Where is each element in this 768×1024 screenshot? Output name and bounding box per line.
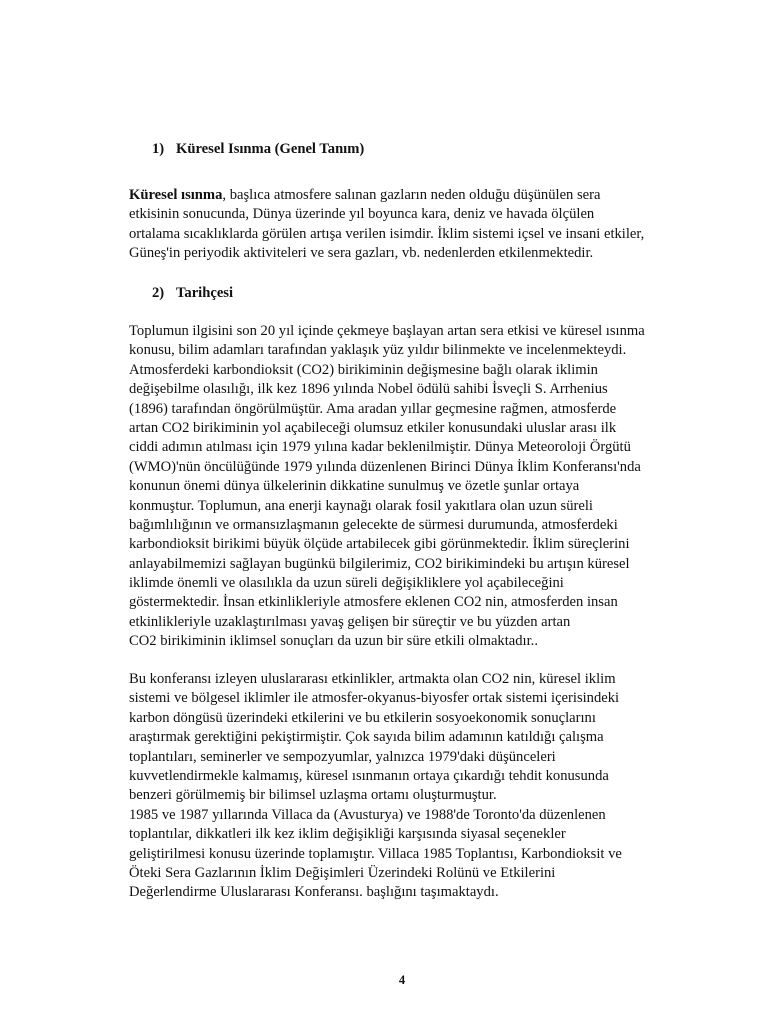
- paragraph-line: CO2 birikiminin iklimsel sonuçları da uzun bir süre etkili olmaktadır..: [129, 633, 538, 650]
- paragraph-line: Öteki Sera Gazlarının İklim Değişimleri Üzerindeki Rolünü ve Etkilerini: [129, 864, 556, 881]
- paragraph-line: sistemi ve bölgesel iklimler ile atmosfer-okyanus-biyosfer ortak sistemi içerisindeki: [129, 690, 620, 707]
- paragraph-line: anlayabilmemizi sağlayan bugünkü bilgilerimiz, CO2 birikimindeki bu artışın küresel: [129, 555, 630, 572]
- paragraph-line: Bu konferansı izleyen uluslararası etkinlikler, artmakta olan CO2 nin, küresel iklim: [129, 671, 616, 687]
- paragraph-line: konmuştur. Toplumun, ana enerji kaynağı olarak fosil yakıtlara olan uzun süreli: [129, 497, 593, 514]
- paragraph-line: Atmosferdeki karbondioksit (CO2) birikiminin değişmesine bağlı olarak iklimin: [129, 361, 598, 378]
- paragraph-line: etkinlikleriyle uzaklaştırılması yavaş gelişen bir süreçtir ve bu yüzden artan: [129, 613, 571, 630]
- paragraph-line: toplantıları, seminerler ve sempozyumlar, yalnızca 1979'daki düşünceleri: [129, 748, 556, 765]
- paragraph-conferences: [129, 670, 689, 903]
- paragraph-line: karbon döngüsü üzerindeki etkilerini ve bu etkilerin sosyoekonomik sonuçlarını: [129, 709, 596, 726]
- paragraph-line: konunun önemi dünya ülkelerinin dikkatine sunulmuş ve özetle şunlar ortaya: [129, 478, 580, 495]
- paragraph-line: toplantılar, dikkatleri ilk kez iklim değişikliği karşısında siyasal seçenekler: [129, 826, 566, 843]
- page-number: 4: [398, 973, 406, 987]
- paragraph-line: karbondioksit birikimi büyük ölçüde artabilecek gibi görünmektedir. İklim süreçlerini: [129, 536, 630, 553]
- paragraph-definition: [129, 186, 689, 264]
- section-title: Küresel Isınma (Genel Tanım): [176, 141, 365, 157]
- paragraph-line: ortalama sıcaklıklarda görülen artışa verilen isimdir. İklim sistemi içsel ve insani etkiler,: [129, 225, 645, 242]
- paragraph-line: bağımlılığının ve ormansızlaşmanın gelecekte de sürmesi durumunda, atmosferdeki: [129, 516, 618, 533]
- paragraph-line: ciddi adımın atılması için 1979 yılına kadar beklenilmiştir. Dünya Meteoroloji Örgütü: [129, 439, 631, 456]
- section-heading-2: [152, 284, 233, 302]
- section-number: 1): [152, 141, 165, 157]
- paragraph-line: 1985 ve 1987 yıllarında Villaca da (Avusturya) ve 1988'de Toronto'da düzenlenen: [129, 806, 606, 823]
- paragraph-line: araştırmak gerektiğini pekiştirmiştir. Çok sayıda bilim adamının katıldığı çalışma: [129, 729, 604, 746]
- paragraph-line: Toplumun ilgisini son 20 yıl içinde çekmeye başlayan artan sera etkisi ve küresel ısınma: [129, 323, 645, 339]
- paragraph-line: kuvvetlendirmekle kalmamış, küresel ısınmanın ortaya çıkardığı tehdit konusunda: [129, 767, 609, 784]
- paragraph-line: iklimde önemli ve olasılıkla da uzun süreli değişikliklere yol açabileceğini: [129, 575, 564, 592]
- paragraph-line: etkisinin sonucunda, Dünya üzerinde yıl boyunca kara, deniz ve havada ölçülen: [129, 206, 595, 223]
- section-heading-1: [152, 140, 364, 158]
- paragraph-line: Değerlendirme Uluslararası Konferansı. başlığını taşımaktaydı.: [129, 884, 499, 901]
- defined-term: Küresel ısınma: [129, 187, 223, 203]
- section-number: 2): [152, 285, 165, 301]
- section-title: Tarihçesi: [176, 285, 234, 301]
- paragraph-line: (WMO)'nün öncülüğünde 1979 yılında düzenlenen Birinci Dünya İklim Konferansı'nda: [129, 458, 641, 475]
- paragraph-line: göstermektedir. İnsan etkinlikleriyle atmosfere eklenen CO2 nin, atmosferden insan: [129, 594, 618, 611]
- paragraph-line: artan CO2 birikiminin yol açabileceği olumsuz etkiler konusundaki uluslar arası ilk: [129, 419, 617, 436]
- paragraph-history: [129, 322, 689, 652]
- paragraph-line: benzeri görülmemiş bir bilimsel uzlaşma ortamı oluşturmuştur.: [129, 787, 497, 804]
- paragraph-line: (1896) tarafından öngörülmüştür. Ama aradan yıllar geçmesine rağmen, atmosferde: [129, 400, 617, 417]
- paragraph-line: geliştirilmesi konusu üzerinde toplamıştır. Villaca 1985 Toplantısı, Karbondioksit ve: [129, 845, 622, 862]
- paragraph-line: değişebilme olasılığı, ilk kez 1896 yılında Nobel ödülü sahibi İsveçli S. Arrhenius: [129, 381, 608, 398]
- paragraph-line: Güneş'in periyodik aktiviteleri ve sera gazları, vb. nedenlerden etkilenmektedir.: [129, 245, 594, 262]
- paragraph-line: konusu, bilim adamları tarafından yaklaşık yüz yıldır bilinmekte ve incelenmekteydi.: [129, 342, 627, 359]
- paragraph-line: , başlıca atmosfere salınan gazların neden olduğu düşünülen sera: [222, 187, 601, 203]
